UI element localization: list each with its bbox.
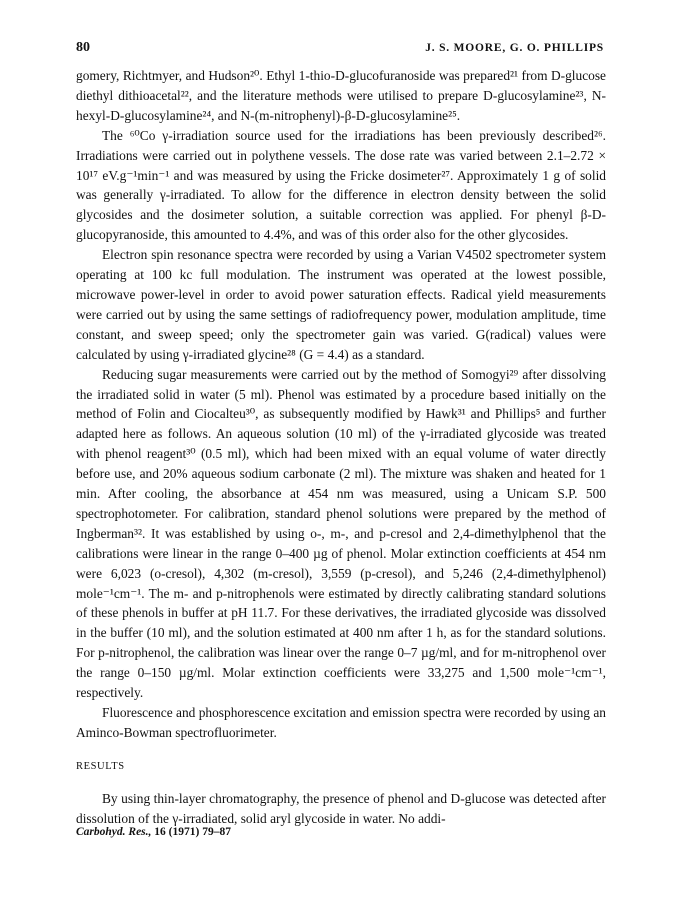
paragraph-fluorescence: Fluorescence and phosphorescence excitation and emission spectra were recorded by using an Aminco-Bowman spectrofluorimeter. <box>76 705 606 740</box>
paragraph-results: By using thin-layer chromatography, the presence of phenol and D-glucose was detected after dissolution of the γ-irradiated, solid aryl glycoside in water. No addi- <box>76 790 606 826</box>
section-heading: RESULTS <box>76 760 125 772</box>
journal-footer <box>76 826 231 838</box>
journal-name: Carbohyd. Res., <box>76 826 152 838</box>
paragraph-irradiation: The ⁶⁰Co γ-irradiation source used for the irradiations has been previously described²⁶. Irradiations were carried out in polythene vessels. The dose rate was varied between 2.1–2.72 × 10¹⁷ eV.g⁻¹min⁻¹ and was measured by using the Fricke dosimeter²⁷. Approximately 1 g of solid was generally γ-irradiated. To allow for the difference in electron density between the solid glycosides and the dosimeter solution, a suitable correction was applied. For phenyl β-D-glucopyranoside, this amounted to 4.4%, and was of this order also for the other glycosides. <box>76 127 606 243</box>
journal-citation: 16 (1971) 79–87 <box>151 826 231 838</box>
paragraph-esr: Electron spin resonance spectra were recorded by using a Varian V4502 spectrometer system operating at 100 kc full modulation. The instrument was operated at the lowest possible, microwave power-level in order to avoid power saturation effects. Radical yield measurements were carried out by using the same settings of radiofrequency power, modulation amplitude, time constant, and sweep speed; only the spectrometer gain was varied. G(radical) values were calculated by using γ-irradiated glycine²⁸ (G = 4.4) as a standard. <box>76 247 606 362</box>
paragraph-reducing-sugar: Reducing sugar measurements were carried out by the method of Somogyi²⁹ after dissolving the irradiated solid in water (5 ml). Phenol was estimated by a procedure based initially on the method of Folin and Ciocalteu³⁰, as subsequently modified by Hawk³¹ and Phillips⁵ and further adapted here as follows. An aqueous solution (10 ml) of the γ-irradiated glycoside was treated with phenol reagent³⁰ (0.5 ml), which had been mixed with an equal volume of water directly before use, and 20% aqueous sodium carbonate (2 ml). The mixture was shaken and heated for 1 min. After cooling, the absorbance at 454 nm was measured, using a Unicam S.P. 500 spectrophotometer. For calibration, standard phenol solutions were prepared by the method of Ingberman³². It was established by using o-, m-, and p-cresol and 2,4-dimethylphenol that the calibrations were linear in the range 0–400 µg of phenol. Molar extinction coefficients at 454 nm were 6,023 (o-cresol), 4,302 (m-cresol), 3,559 (p-cresol), and 5,246 (2,4-dimethylphenol) mole⁻¹cm⁻¹. The m- and p-nitrophenols were estimated by directly calibrating standard solutions of these phenols in buffer at pH 11.7. For these derivatives, the irradiated glycoside was dissolved in the buffer (10 ml), and the solution estimated at 400 nm after 1 h, as for the standard solutions. For p-nitrophenol, the calibration was linear over the range 0–7 µg/ml, and for m-nitrophenol over the range 0–150 µg/ml. Molar extinction coefficients were 33,275 and 1,500 mole⁻¹cm⁻¹, respectively. <box>76 366 606 701</box>
running-header <box>76 40 604 56</box>
running-head-authors: J. S. MOORE, G. O. PHILLIPS <box>425 42 604 54</box>
paragraph-continuation: gomery, Richtmyer, and Hudson²⁰. Ethyl 1-thio-D-glucofuranoside was prepared²¹ from D-glucose diethyl dithioacetal²², and the literature methods were utilised to prepare D-glucosylamine²³, N-hexyl-D-glucosylamine²⁴, and N-(m-nitrophenyl)-β-D-glucosylamine²⁵. <box>76 68 606 123</box>
page-number: 80 <box>76 40 90 55</box>
article-body <box>76 66 606 829</box>
